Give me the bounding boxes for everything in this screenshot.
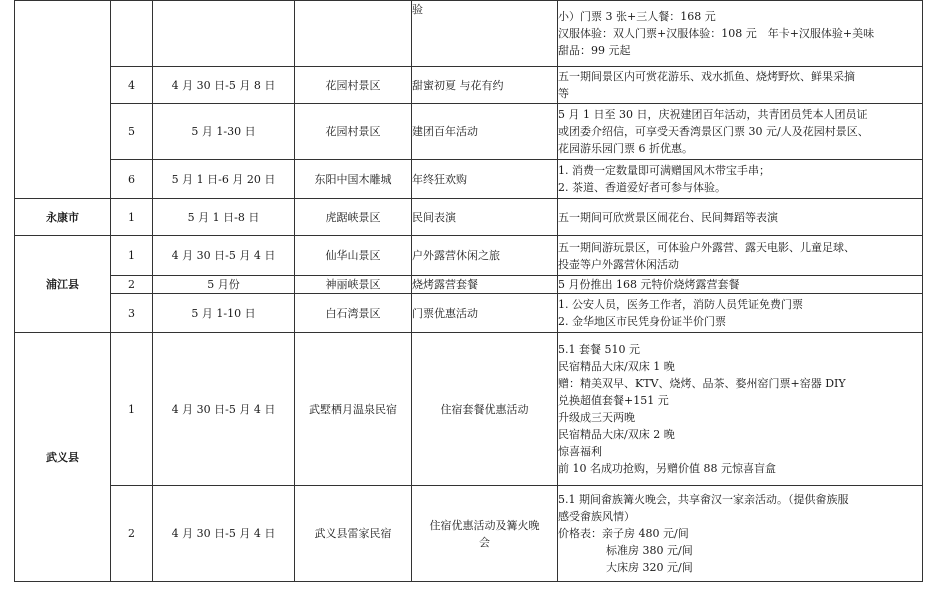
activity-cell: 年终狂欢购 [412, 160, 558, 199]
activity-cell [412, 486, 558, 582]
row-number: 3 [111, 294, 153, 333]
date-cell [153, 1, 295, 67]
detail-line: 5 月 1 日至 30 日，庆祝建团百年活动，共青团员凭本人团员证 [558, 108, 868, 121]
activity-table [14, 0, 923, 582]
activity-cell: 建团百年活动 [412, 104, 558, 160]
table-row [15, 67, 923, 104]
detail-line: 2. 金华地区市民凭身份证半价门票 [558, 315, 726, 328]
venue-cell: 花园村景区 [295, 104, 412, 160]
activity-cell: 住宿套餐优惠活动 [412, 333, 558, 486]
detail-line: 五一期间可欣赏景区闹花台、民间舞蹈等表演 [558, 210, 778, 224]
detail-line: 或团委介绍信，可享受天香湾景区门票 30 元/人及花园村景区、 [558, 125, 869, 138]
row-number: 4 [111, 67, 153, 104]
details-cell [558, 199, 923, 236]
row-number: 1 [111, 236, 153, 276]
details-cell [558, 236, 923, 276]
county-cell: 永康市 [15, 199, 111, 236]
venue-cell: 神丽峡景区 [295, 276, 412, 294]
date-cell: 5 月 1 日-6 月 20 日 [153, 160, 295, 199]
detail-line: 标准房 380 元/间 [606, 544, 693, 557]
table-row [15, 1, 923, 67]
activity-cell: 烧烤露营套餐 [412, 276, 558, 294]
row-number: 2 [111, 276, 153, 294]
activity-line: 住宿优惠活动及篝火晚 [429, 518, 540, 532]
detail-line: 2. 茶道、香道爱好者可参与体验。 [558, 181, 726, 194]
date-cell: 5 月 1 日-8 日 [153, 199, 295, 236]
detail-line: 甜品：99 元起 [558, 44, 631, 57]
county-cell: 浦江县 [15, 236, 111, 333]
details-cell [558, 294, 923, 333]
table-row [15, 486, 923, 582]
county-cell [15, 1, 111, 199]
date-cell: 4 月 30 日-5 月 4 日 [153, 486, 295, 582]
details-cell [558, 67, 923, 104]
table-row [15, 104, 923, 160]
date-cell: 4 月 30 日-5 月 8 日 [153, 67, 295, 104]
table-row [15, 333, 923, 486]
details-cell [558, 1, 923, 67]
venue-cell [295, 1, 412, 67]
detail-line: 感受畲族风情） [558, 510, 635, 523]
venue-cell: 武义县雷家民宿 [295, 486, 412, 582]
table-row [15, 160, 923, 199]
date-cell: 4 月 30 日-5 月 4 日 [153, 236, 295, 276]
date-cell: 5 月份 [153, 276, 295, 294]
row-number: 5 [111, 104, 153, 160]
table-row [15, 199, 923, 236]
detail-line: 等 [558, 87, 569, 100]
detail-line: 五一期间景区内可赏花游乐、戏水抓鱼、烧烤野炊、鲜果采摘 [558, 70, 855, 83]
row-number: 2 [111, 486, 153, 582]
detail-line: 小）门票 3 张+三人餐：168 元 [558, 10, 716, 23]
detail-line: 五一期间游玩景区，可体验户外露营、露天电影、儿童足球、 [558, 240, 855, 254]
detail-line: 投壶等户外露营休闲活动 [558, 257, 679, 271]
details-cell [558, 160, 923, 199]
details-cell [558, 104, 923, 160]
detail-line: 大床房 320 元/间 [606, 561, 693, 574]
detail-line: 1. 公安人员，医务工作者，消防人员凭证免费门票 [558, 298, 803, 311]
venue-cell: 花园村景区 [295, 67, 412, 104]
detail-line: 5.1 套餐 510 元 [558, 343, 640, 356]
details-cell [558, 333, 923, 486]
detail-line: 汉服体验：双人门票+汉服体验：108 元 年卡+汉服体验+美味 [558, 27, 875, 40]
activity-cell: 甜蜜初夏 与花有约 [412, 67, 558, 104]
detail-line: 民宿精品大床/双床 2 晚 [558, 428, 675, 441]
table-row [15, 276, 923, 294]
row-number: 1 [111, 333, 153, 486]
details-cell [558, 276, 923, 294]
venue-cell: 白石湾景区 [295, 294, 412, 333]
detail-line: 兑换超值套餐+151 元 [558, 394, 669, 407]
activity-cell: 民间表演 [412, 199, 558, 236]
date-cell: 5 月 1-10 日 [153, 294, 295, 333]
venue-cell: 武墅栖月温泉民宿 [295, 333, 412, 486]
activity-cell: 门票优惠活动 [412, 294, 558, 333]
detail-line: 5.1 期间畲族篝火晚会，共享畲汉一家亲活动。（提供畲族服 [558, 493, 849, 506]
activity-cell: 户外露营休闲之旅 [412, 236, 558, 276]
activity-line: 会 [479, 535, 490, 549]
venue-cell: 仙华山景区 [295, 236, 412, 276]
detail-line: 1. 消费一定数量即可满赠国风木带宝手串； [558, 164, 770, 177]
table-row [15, 236, 923, 276]
detail-line: 5 月份推出 168 元特价烧烤露营套餐 [558, 278, 740, 291]
detail-line: 花园游乐园门票 6 折优惠。 [558, 142, 693, 155]
detail-line: 价格表：亲子房 480 元/间 [558, 527, 689, 540]
detail-line: 赠：精美双早、KTV、烧烤、品茶、婺州窑门票+窑器 DIY [558, 377, 846, 390]
date-cell: 4 月 30 日-5 月 4 日 [153, 333, 295, 486]
table-row [15, 294, 923, 333]
detail-line: 民宿精品大床/双床 1 晚 [558, 360, 675, 373]
row-number: 1 [111, 199, 153, 236]
activity-cell: 验 [412, 1, 558, 67]
county-cell: 武义县 [15, 333, 111, 582]
row-number: 6 [111, 160, 153, 199]
detail-line: 惊喜福利 [558, 445, 602, 458]
detail-line: 升级成三天两晚 [558, 411, 635, 424]
detail-line: 前 10 名成功抢购，另赠价值 88 元惊喜盲盒 [558, 462, 776, 475]
details-cell [558, 486, 923, 582]
venue-cell: 东阳中国木雕城 [295, 160, 412, 199]
venue-cell: 虎踞峡景区 [295, 199, 412, 236]
date-cell: 5 月 1-30 日 [153, 104, 295, 160]
row-number [111, 1, 153, 67]
